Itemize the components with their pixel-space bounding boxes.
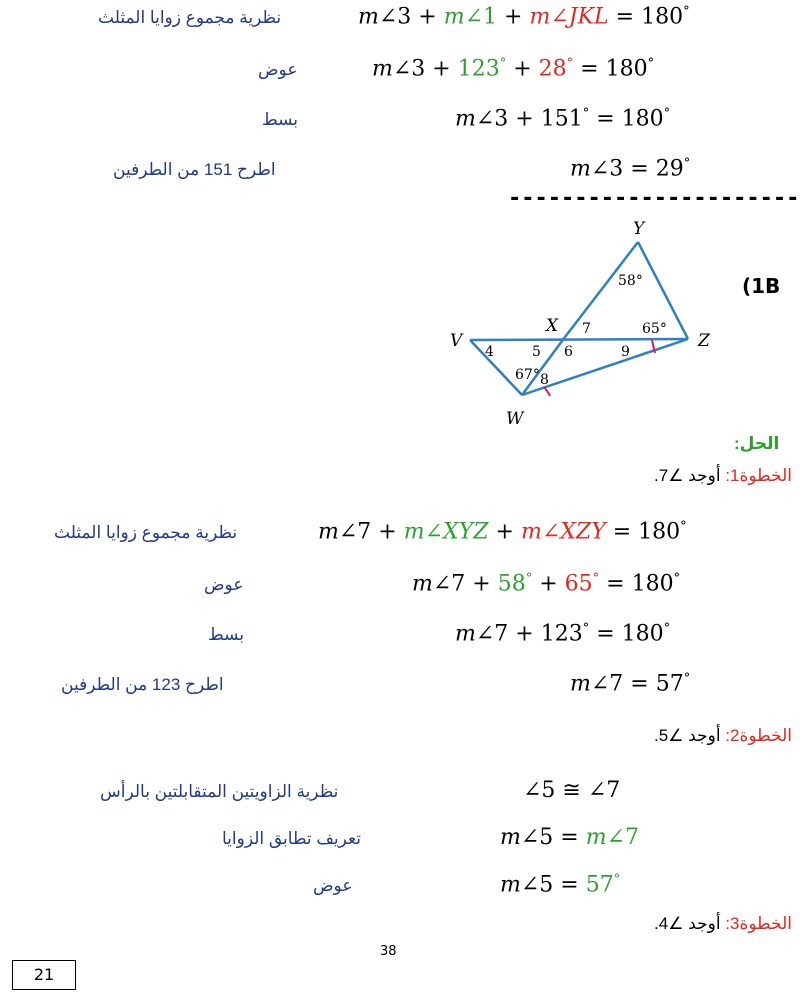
equation-part: ° (592, 571, 600, 586)
given-angle-w: 67° (515, 367, 540, 383)
equation-part: ° (613, 872, 621, 887)
equation-part: ° (582, 621, 590, 636)
equation-part: m∠3 + 151 (455, 106, 583, 132)
step-1-text: أوجد ∠7. (654, 466, 726, 485)
equation-part: = 180 (589, 621, 664, 647)
reason-a-2: عوض (258, 60, 298, 79)
angle-label-4: 4 (485, 344, 494, 360)
equation-part: 65 (564, 571, 593, 597)
equation-b-3 (455, 621, 670, 646)
equation-part: = 180 (605, 519, 681, 545)
equation-part: ° (663, 106, 671, 121)
angle-label-6: 6 (564, 344, 573, 360)
equation-part: m∠XYZ (403, 519, 489, 545)
vertex-v: V (450, 331, 463, 351)
equation-part: + (532, 571, 565, 597)
equation-part: = 180 (599, 571, 674, 597)
vertex-z: Z (698, 331, 710, 351)
equation-part: ° (499, 56, 507, 71)
step-3-label: الخطوة3: (725, 914, 792, 933)
equation-part: ° (663, 621, 671, 636)
angle-label-8: 8 (540, 372, 549, 388)
angle-label-7: 7 (582, 321, 591, 337)
reason-a-1: نظرية مجموع زوايا المثلث (98, 8, 282, 27)
equation-part: m∠7 (585, 825, 640, 850)
step-3 (654, 914, 792, 934)
step-2-label: الخطوة2: (725, 726, 792, 745)
equation-part: ° (647, 56, 655, 71)
page-number-box: 21 (12, 960, 76, 990)
equation-part: = 180 (608, 4, 684, 30)
equation-c-2 (500, 825, 639, 850)
equation-c-3 (500, 872, 620, 897)
step-1 (654, 466, 792, 486)
equation-part: ° (683, 4, 690, 19)
reason-b-4: اطرح 123 من الطرفين (61, 675, 224, 694)
equation-part: m∠XZY (520, 519, 606, 545)
reason-c-1: نظرية الزاويتين المتقابلتين بالرأس (100, 782, 339, 801)
equation-part: = 180 (573, 56, 648, 82)
reason-a-4: اطرح 151 من الطرفين (113, 160, 276, 179)
step-2 (654, 726, 792, 746)
reason-b-1: نظرية مجموع زوايا المثلث (54, 523, 238, 542)
equation-part: + (488, 519, 521, 545)
segment-vz (470, 339, 688, 340)
vertex-w: W (506, 409, 524, 429)
equation-part: m∠3 + (372, 56, 458, 82)
equation-part: m∠7 + 123 (455, 621, 583, 647)
equation-a-4 (570, 156, 690, 181)
equation-part: m∠5 = (500, 825, 586, 850)
dashed-divider: ---------------------- (508, 186, 800, 211)
vertex-y: Y (633, 219, 645, 239)
equation-part: ∠5 ≅ ∠7 (523, 778, 621, 803)
equation-part: m∠7 + (412, 571, 498, 597)
equation-b-1 (318, 519, 687, 544)
equation-part: m∠3 = 29 (570, 156, 684, 182)
equation-part: 57 (585, 872, 614, 898)
step-3-text: أوجد ∠4. (654, 914, 726, 933)
reason-b-2: عوض (204, 575, 244, 594)
equation-part: ° (525, 571, 533, 586)
equation-part: m∠JKL (529, 4, 609, 30)
equation-part: m∠7 = 57 (570, 671, 684, 697)
equation-c-1 (523, 778, 620, 803)
equation-part: m∠5 = (500, 872, 586, 898)
equation-part: ° (683, 671, 691, 686)
angle-label-5: 5 (532, 344, 541, 360)
reason-b-3: بسط (208, 625, 245, 644)
given-angle-z: 65° (642, 321, 667, 337)
equation-part: m∠3 + (358, 4, 444, 30)
triangle-figure (440, 212, 730, 432)
equation-part: + (497, 4, 530, 30)
equation-a-1 (358, 4, 690, 29)
equation-b-2 (412, 571, 680, 596)
equation-part: m∠1 (443, 4, 498, 30)
reason-c-2: تعريف تطابق الزوايا (222, 829, 361, 848)
equation-part: ° (673, 571, 681, 586)
equation-part: 58 (497, 571, 526, 597)
step-1-label: الخطوة1: (725, 466, 792, 485)
problem-label: (1B (742, 274, 781, 298)
equation-part: = 180 (589, 106, 664, 132)
segment-yx (565, 242, 638, 337)
angle-label-9: 9 (621, 344, 630, 360)
vertex-x: X (546, 316, 559, 336)
reason-a-3: بسط (262, 110, 299, 129)
reason-c-3: عوض (313, 876, 353, 895)
equation-part: + (506, 56, 539, 82)
equation-part: ° (566, 56, 574, 71)
equation-a-2 (372, 56, 654, 81)
equation-b-4 (570, 671, 690, 696)
equation-a-3 (455, 106, 670, 131)
equation-part: m∠7 + (318, 519, 404, 545)
angle-mark-w (544, 387, 550, 396)
solution-label: الحل: (734, 434, 780, 453)
equation-part: ° (680, 519, 687, 534)
given-angle-y: 58° (618, 273, 643, 289)
equation-part: 28 (538, 56, 567, 82)
equation-part: ° (582, 106, 590, 121)
step-2-text: أوجد ∠5. (654, 726, 726, 745)
page-number-center: 38 (380, 944, 397, 959)
equation-part: 123 (457, 56, 500, 82)
equation-part: ° (683, 156, 691, 171)
